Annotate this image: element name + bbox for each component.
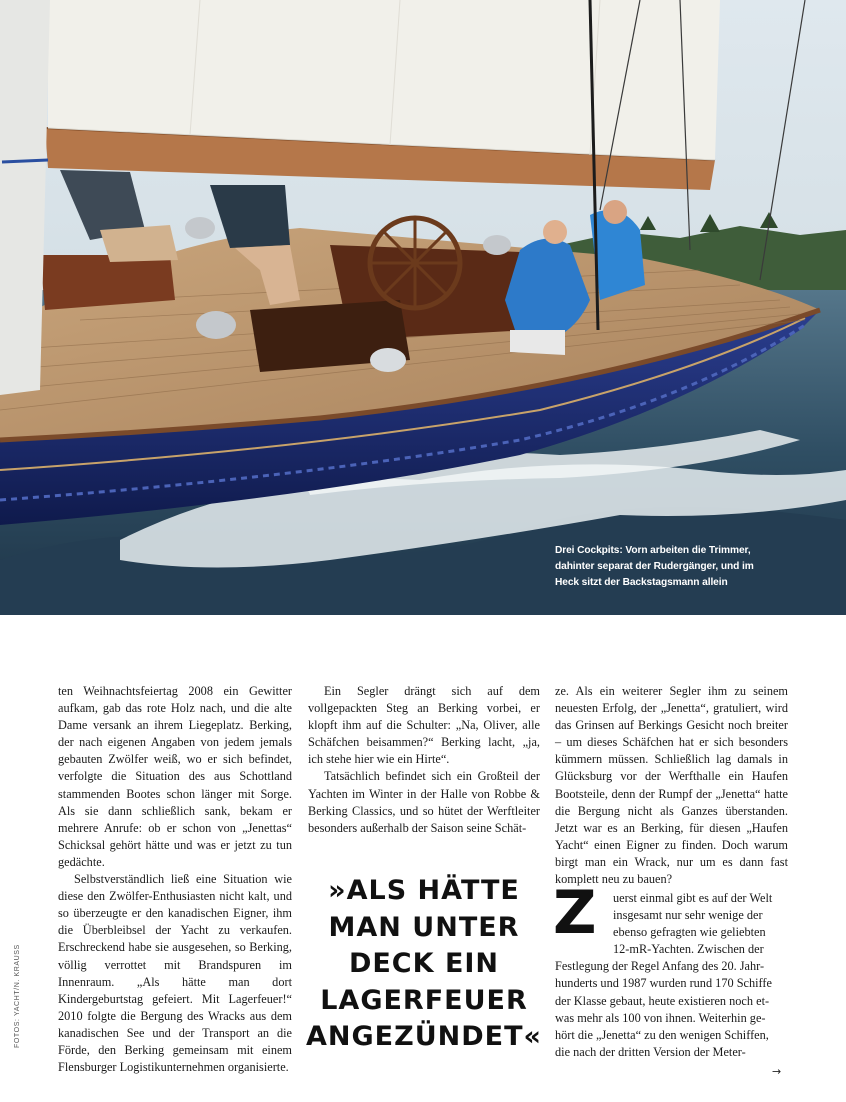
paragraph: Selbstverständlich ließ eine Situation wie diese den Zwölfer-Enthusiasten nicht kalt, und so überzeugte er den kanadischen Eigner, ihm die Überbleibsel der Yacht zu verkaufen. Erschreckend habe sie ausgesehen, so Berking, völlig verrottet mit Brandspuren im Innenraum. „Als hätte man dort Kindergeburtstag gefeiert. Mit Lagerfeuer!“ 2010 folgte die Bergung des Wracks aus dem kanadischen See und der Transport an die Förde, den Berking gemeinsam mit einem Flensburger Logistikunternehmen organisierte.	[58, 872, 292, 1075]
pull-quote-line: ANGEZÜNDET«	[306, 1021, 542, 1052]
text-line: der Klasse gebaut, heute existieren noch et-	[555, 993, 770, 1008]
text-column-3-continued	[555, 890, 788, 1061]
pull-quote-line: DECK EIN	[348, 948, 500, 979]
photo-credit: FOTOS: YACHT/N. KRAUSS	[14, 944, 21, 1048]
pull-quote-line: MAN UNTER	[328, 911, 520, 943]
text-column-3	[555, 683, 788, 888]
pull-quote-line: »ALS HÄTTE	[328, 875, 520, 906]
pull-quote	[306, 873, 542, 1056]
pull-quote-line: LAGERFEUER	[320, 984, 528, 1016]
text-line: hunderts und 1987 wurden rund 170 Schiffe	[555, 976, 772, 991]
text-line: was mehr als 100 von ihnen. Weiterhin ge-	[555, 1010, 766, 1025]
paragraph: ten Weihnachtsfeiertag 2008 ein Gewitter aufkam, gab das rote Holz nach, und die alte Dame versank an ihrem Liegeplatz. Berking, der nach eigenen Angaben von jedem jemals gebauten Zwölfer weiß, wo er sich befindet, verfolgte die Situation des aus Schottland stammenden Bootes schon länger mit Sorge. Als sie dann schließlich sank, bekam er mehrere Anrufe: ob er schon von „Jenettas“ Schicksal gehört hätte und was er jetzt zu tun gedächte.	[58, 684, 292, 869]
paragraph: Tatsächlich befindet sich ein Großteil der Yachten im Winter in der Halle von Robbe & Berking Classics, und so hütet der Werftleiter besonders außerhalb der Saison seine Schät-	[308, 769, 540, 835]
photo-caption	[555, 543, 795, 591]
text-column-1	[58, 683, 292, 1076]
text-line: 12-mR-Yachten. Zwischen der	[613, 942, 764, 957]
text-line: Festlegung der Regel Anfang des 20. Jahr-	[555, 959, 765, 974]
text-line: insgesamt nur sehr wenige der	[613, 908, 763, 923]
text-line: hört die „Jenetta“ zu den wenigen Schiffen,	[555, 1027, 769, 1042]
caption-line: Drei Cockpits: Vorn arbeiten die Trimmer,	[555, 545, 751, 556]
text-line: die nach der dritten Version der Meter-	[555, 1044, 746, 1059]
text-line: uerst einmal gibt es auf der Welt	[613, 891, 773, 905]
drop-cap: Z	[553, 878, 597, 948]
text-line: ebenso gefragten wie geliebten	[613, 925, 766, 940]
text-column-2	[308, 683, 540, 837]
paragraph: ze. Als ein weiterer Segler ihm zu seinem neuesten Erfolg, der „Jenetta“, gratuliert, wird das Grinsen auf Berkings Gesicht noch breiter – um dieses Schäfchen hat er sich besonders kümmern müssen. Schließlich lag damals in Glücksburg vor der Werfthalle ein Haufen Bootsteile, denn der Rumpf der „Jenetta“ hatte die Bergung nicht als Ganzes überstanden. Jetzt war es an Berking, für diesen „Haufen Yacht“ einen Eigner zu finden. Doch warum birgt man ein Wrack, nur um es dann fast komplett neu zu bauen?	[555, 684, 788, 887]
paragraph: Ein Segler drängt sich auf dem vollgepackten Steg an Berking vorbei, er klopft ihm auf die Schulter: „Na, Oliver, alle Schäfchen beisammen?“ Berking lacht, „ja, ich stehe hier wie ein Hirte“.	[308, 684, 540, 767]
caption-line: dahinter separat der Rudergänger, und im	[555, 561, 754, 572]
caption-line: Heck sitzt der Backstagsmann allein	[555, 577, 728, 588]
continue-arrow-icon: →	[772, 1065, 782, 1078]
